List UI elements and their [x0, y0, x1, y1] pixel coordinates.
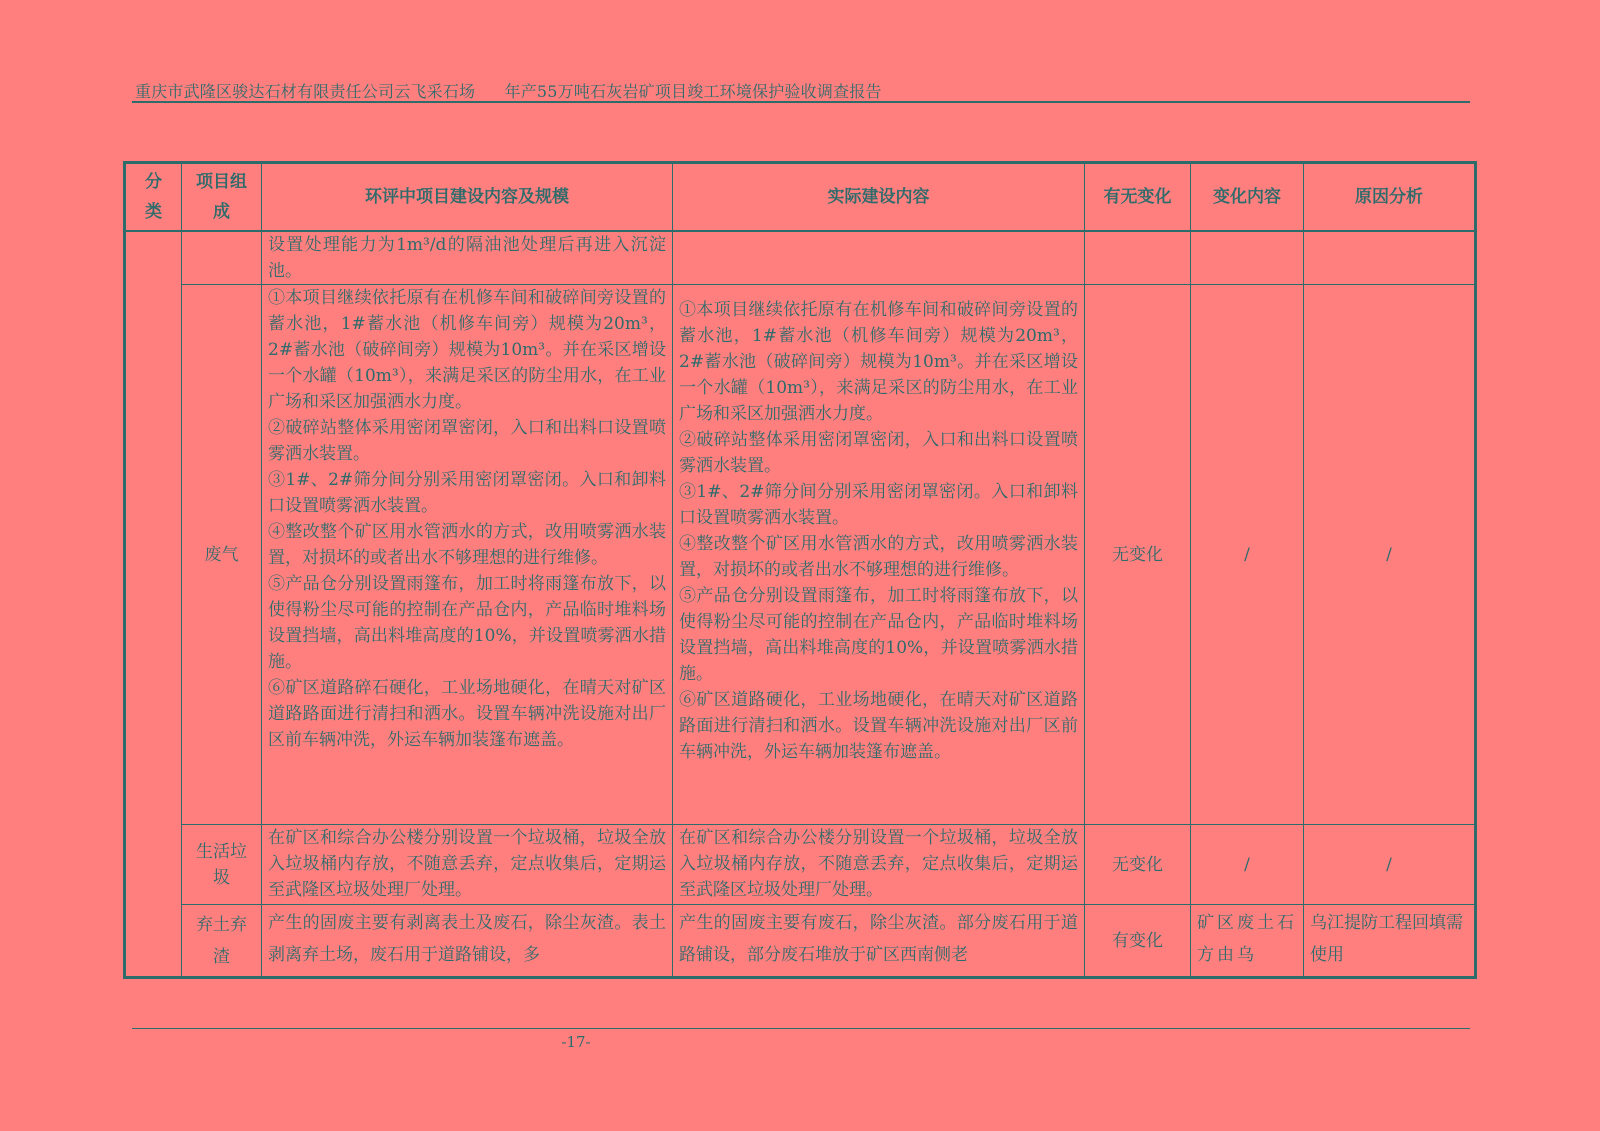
- changed-cell: 无变化: [1085, 825, 1191, 905]
- change-content-cell: 矿区废土石方由乌: [1191, 905, 1304, 978]
- header-company: 重庆市武隆区骏达石材有限责任公司云飞采石场: [135, 82, 476, 101]
- component-cell: 废气: [182, 285, 262, 825]
- actual-item-4: ④整改整个矿区用水管洒水的方式，改用喷雾洒水装置，对损坏的或者出水不够理想的进行维修。: [679, 534, 1078, 581]
- col-header-changed: 有无变化: [1085, 163, 1191, 231]
- category-cell: [125, 231, 182, 978]
- actual-content-cell: [673, 285, 1085, 825]
- reason-cell: [1304, 231, 1476, 285]
- actual-content-cell: 在矿区和综合办公楼分别设置一个垃圾桶，垃圾全放入垃圾桶内存放，不随意丢弃，定点收集后，定期运至武隆区垃圾处理厂处理。: [673, 825, 1085, 905]
- actual-content-cell: 产生的固废主要有废石，除尘灰渣。部分废石用于道路铺设，部分废石堆放于矿区西南侧老: [673, 905, 1085, 978]
- reason-cell: /: [1304, 285, 1476, 825]
- construction-comparison-table: [123, 161, 1477, 979]
- actual-item-1: ①本项目继续依托原有在机修车间和破碎间旁设置的蓄水池，1#蓄水池（机修车间旁）规模为20m³，2#蓄水池（破碎间旁）规模为10m³。并在采区增设一个水罐（10m³），来满足采区的防尘用水，在工业广场和采区加强洒水力度。: [679, 300, 1078, 425]
- page-number: -17-: [561, 1033, 591, 1051]
- reason-cell: /: [1304, 825, 1476, 905]
- change-content-cell: /: [1191, 285, 1304, 825]
- running-header: [135, 79, 1470, 102]
- change-content-cell: /: [1191, 825, 1304, 905]
- actual-item-5: ⑤产品仓分别设置雨篷布，加工时将雨篷布放下，以使得粉尘尽可能的控制在产品仓内，产品临时堆料场设置挡墙，高出料堆高度的10%，并设置喷雾洒水措施。: [679, 586, 1078, 685]
- component-cell: [182, 231, 262, 285]
- col-header-actual-content: 实际建设内容: [673, 163, 1085, 231]
- reason-cell: 乌江提防工程回填需使用: [1304, 905, 1476, 978]
- table-header-row: [125, 163, 1476, 231]
- eia-item-1: ①本项目继续依托原有在机修车间和破碎间旁设置的蓄水池，1#蓄水池（机修车间旁）规模为20m³，2#蓄水池（破碎间旁）规模为10m³。并在采区增设一个水罐（10m³），来满足采区的防尘用水，在工业广场和采区加强洒水力度。: [268, 288, 666, 413]
- table-row: [125, 231, 1476, 285]
- col-header-reason: 原因分析: [1304, 163, 1476, 231]
- col-header-category: 分类: [125, 163, 182, 231]
- eia-content-cell: 在矿区和综合办公楼分别设置一个垃圾桶，垃圾全放入垃圾桶内存放，不随意丢弃，定点收集后，定期运至武隆区垃圾处理厂处理。: [262, 825, 673, 905]
- eia-content-cell: 设置处理能力为1m³/d的隔油池处理后再进入沉淀池。: [262, 231, 673, 285]
- changed-cell: [1085, 231, 1191, 285]
- col-header-eia-content: 环评中项目建设内容及规模: [262, 163, 673, 231]
- col-header-change-content: 变化内容: [1191, 163, 1304, 231]
- component-cell: 弃土弃渣: [182, 905, 262, 978]
- table-row: [125, 285, 1476, 825]
- actual-item-3: ③1#、2#筛分间分别采用密闭罩密闭。入口和卸料口设置喷雾洒水装置。: [679, 482, 1078, 529]
- changed-cell: 有变化: [1085, 905, 1191, 978]
- table-row: [125, 825, 1476, 905]
- eia-item-2: ②破碎站整体采用密闭罩密闭，入口和出料口设置喷雾洒水装置。: [268, 418, 666, 465]
- eia-item-4: ④整改整个矿区用水管洒水的方式，改用喷雾洒水装置，对损坏的或者出水不够理想的进行维修。: [268, 522, 666, 569]
- header-report-title: 年产55万吨石灰岩矿项目竣工环境保护验收调查报告: [504, 82, 882, 101]
- eia-content-cell: [262, 285, 673, 825]
- eia-item-6: ⑥矿区道路碎石硬化，工业场地硬化，在晴天对矿区道路路面进行清扫和洒水。设置车辆冲洗设施对出厂区前车辆冲洗，外运车辆加装篷布遮盖。: [268, 678, 666, 751]
- eia-item-5: ⑤产品仓分别设置雨篷布，加工时将雨篷布放下，以使得粉尘尽可能的控制在产品仓内，产品临时堆料场设置挡墙，高出料堆高度的10%，并设置喷雾洒水措施。: [268, 574, 666, 673]
- actual-item-6: ⑥矿区道路硬化，工业场地硬化，在晴天对矿区道路路面进行清扫和洒水。设置车辆冲洗设施对出厂区前车辆冲洗，外运车辆加装篷布遮盖。: [679, 690, 1078, 763]
- col-header-component: 项目组成: [182, 163, 262, 231]
- component-cell: 生活垃圾: [182, 825, 262, 905]
- footer-rule: [132, 1028, 1470, 1029]
- eia-content-cell: 产生的固废主要有剥离表土及废石，除尘灰渣。表土剥离弃土场，废石用于道路铺设，多: [262, 905, 673, 978]
- header-rule: [132, 101, 1470, 103]
- change-content-cell: [1191, 231, 1304, 285]
- table-row: [125, 905, 1476, 978]
- actual-item-2: ②破碎站整体采用密闭罩密闭，入口和出料口设置喷雾洒水装置。: [679, 430, 1078, 477]
- changed-cell: 无变化: [1085, 285, 1191, 825]
- eia-item-3: ③1#、2#筛分间分别采用密闭罩密闭。入口和卸料口设置喷雾洒水装置。: [268, 470, 666, 517]
- actual-content-cell: [673, 231, 1085, 285]
